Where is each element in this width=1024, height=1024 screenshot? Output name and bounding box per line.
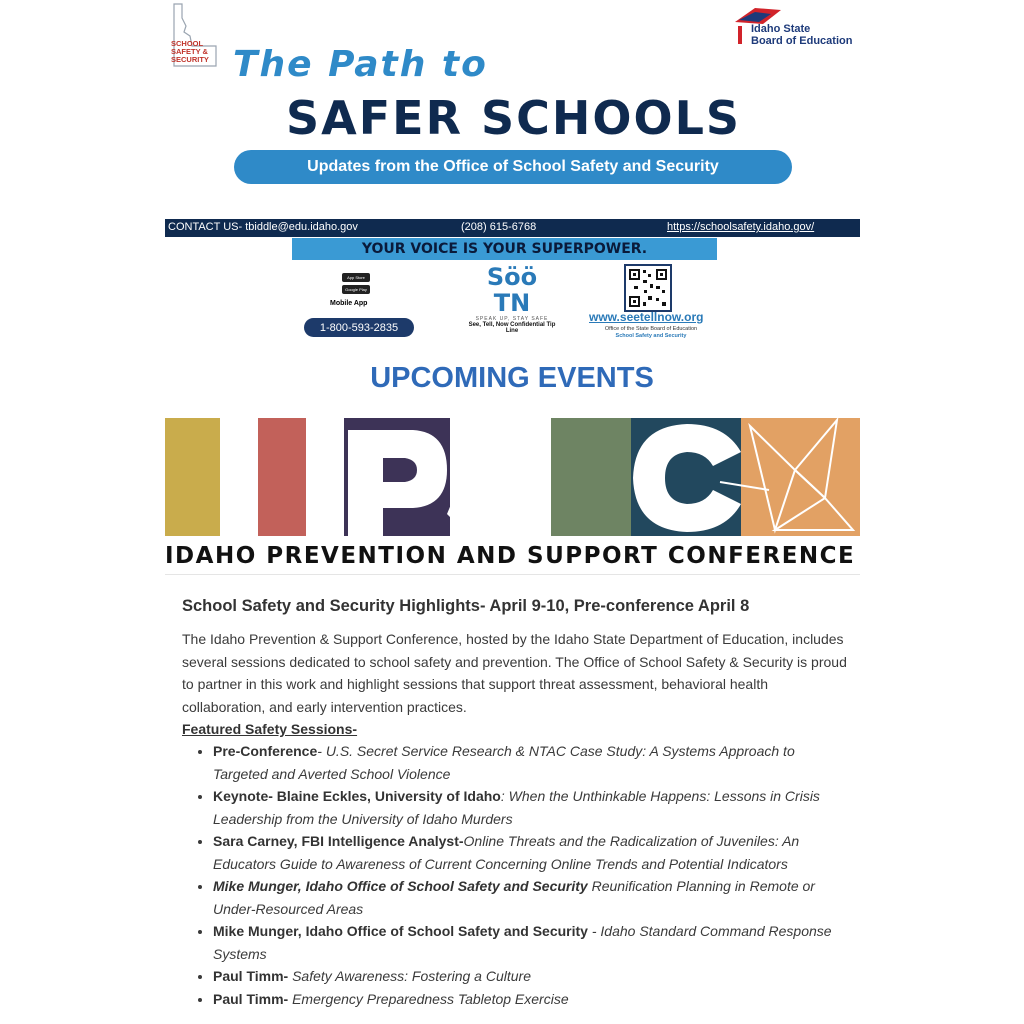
session-title: - Idaho Standard Command Response Systems xyxy=(213,923,832,962)
stn-caption: See, Tell, Now Confidential Tip Line xyxy=(468,322,556,334)
office-note-line2: School Safety and Security xyxy=(615,333,687,339)
mobile-app-label: Mobile App xyxy=(330,300,368,307)
session-title: Online Threats and the Radicalization of Juveniles: An Educators Guide to Awareness of Current Concerning Online Trends and Potential Indicators xyxy=(213,833,800,872)
newsletter-title-line2: SAFER SCHOOLS xyxy=(286,91,742,145)
session-title: - U.S. Secret Service Research & NTAC Case Study: A Systems Approach to Targeted and Averted School Violence xyxy=(213,743,795,782)
school-safety-logo xyxy=(168,2,220,68)
stn-tagline: SPEAK UP, STAY SAFE xyxy=(475,316,549,322)
conference-description: The Idaho Prevention & Support Conference, hosted by the Idaho State Department of Education, includes several sessions dedicated to school safety and prevention. The Office of School Safety & Security is proud to partner in this work and highlight sessions that support threat assessment, behavioral health collaboration, and early intervention practices. xyxy=(182,631,847,715)
newsletter-subtitle: Updates from the Office of School Safety and Security xyxy=(234,150,792,184)
stn-logo-line1: Söö xyxy=(486,263,538,291)
contact-phone[interactable]: (208) 615-6768 xyxy=(461,221,537,233)
session-title: Reunification Planning in Remote or Under-Resourced Areas xyxy=(213,878,815,917)
divider xyxy=(165,574,860,575)
list-item xyxy=(213,785,852,830)
app-store-badge[interactable]: App Store xyxy=(342,273,370,282)
google-play-badge[interactable]: Google Play xyxy=(342,285,370,294)
office-note xyxy=(596,326,706,340)
state-board-logo xyxy=(733,4,863,48)
tipline-phone[interactable]: 1-800-593-2835 xyxy=(304,318,414,337)
list-item xyxy=(213,920,852,965)
session-speaker: Sara Carney, FBI Intelligence Analyst- xyxy=(213,833,464,849)
banner-block-i xyxy=(165,418,220,536)
office-note-line1: Office of the State Board of Education xyxy=(604,326,698,332)
board-name-line1: Idaho State xyxy=(751,23,811,35)
upcoming-events-heading: UPCOMING EVENTS xyxy=(370,362,654,394)
session-title: Emergency Preparedness Tabletop Exercise xyxy=(288,990,569,1007)
contact-bar xyxy=(165,219,860,237)
contact-website-link[interactable]: https://schoolsafety.idaho.gov/ xyxy=(667,221,815,233)
session-speaker: Mike Munger, Idaho Office of School Safety and Security xyxy=(213,878,588,894)
list-item xyxy=(213,988,852,1011)
highlights-title: School Safety and Security Highlights- April 9-10, Pre-conference April 8 xyxy=(182,597,750,615)
banner-block-sage xyxy=(551,418,631,536)
session-speaker: Keynote- Blaine Eckles, University of Idaho xyxy=(213,788,501,804)
qr-code-icon xyxy=(626,266,670,310)
session-speaker: Mike Munger, Idaho Office of School Safety and Security xyxy=(213,923,588,939)
session-title: : When the Unthinkable Happens: Lessons in Crisis Leadership from the University of Idaho Murders xyxy=(213,788,820,827)
board-name-line2: Board of Education xyxy=(751,35,853,47)
list-item xyxy=(213,740,852,785)
ipsc-banner xyxy=(165,418,860,536)
session-speaker: Pre-Conference xyxy=(213,743,318,759)
newsletter-title-line1: The Path to xyxy=(233,44,488,85)
ipsc-banner-title: IDAHO PREVENTION AND SUPPORT CONFERENCE xyxy=(165,543,856,569)
session-speaker: Paul Timm- xyxy=(213,990,289,1007)
contact-email[interactable]: CONTACT US- tbiddle@edu.idaho.gov xyxy=(168,221,358,233)
list-item xyxy=(213,875,852,920)
list-item xyxy=(213,830,852,875)
school-safety-logo-text: SCHOOL SAFETY & SECURITY xyxy=(171,39,209,64)
see-tell-now-logo xyxy=(462,264,562,342)
qr-code[interactable] xyxy=(624,264,672,312)
list-item xyxy=(213,965,852,988)
session-title: Safety Awareness: Fostering a Culture xyxy=(288,968,531,984)
stn-logo-line2: TN xyxy=(493,289,531,317)
session-list xyxy=(182,740,852,1010)
seetellnow-link[interactable]: www.seetellnow.org xyxy=(589,310,704,324)
banner-block-salmon xyxy=(258,418,306,536)
session-speaker: Paul Timm- xyxy=(213,968,289,984)
tipline-slogan: YOUR VOICE IS YOUR SUPERPOWER. xyxy=(292,238,717,260)
featured-sessions-label: Featured Safety Sessions- xyxy=(182,721,358,737)
event-details xyxy=(182,597,852,1010)
